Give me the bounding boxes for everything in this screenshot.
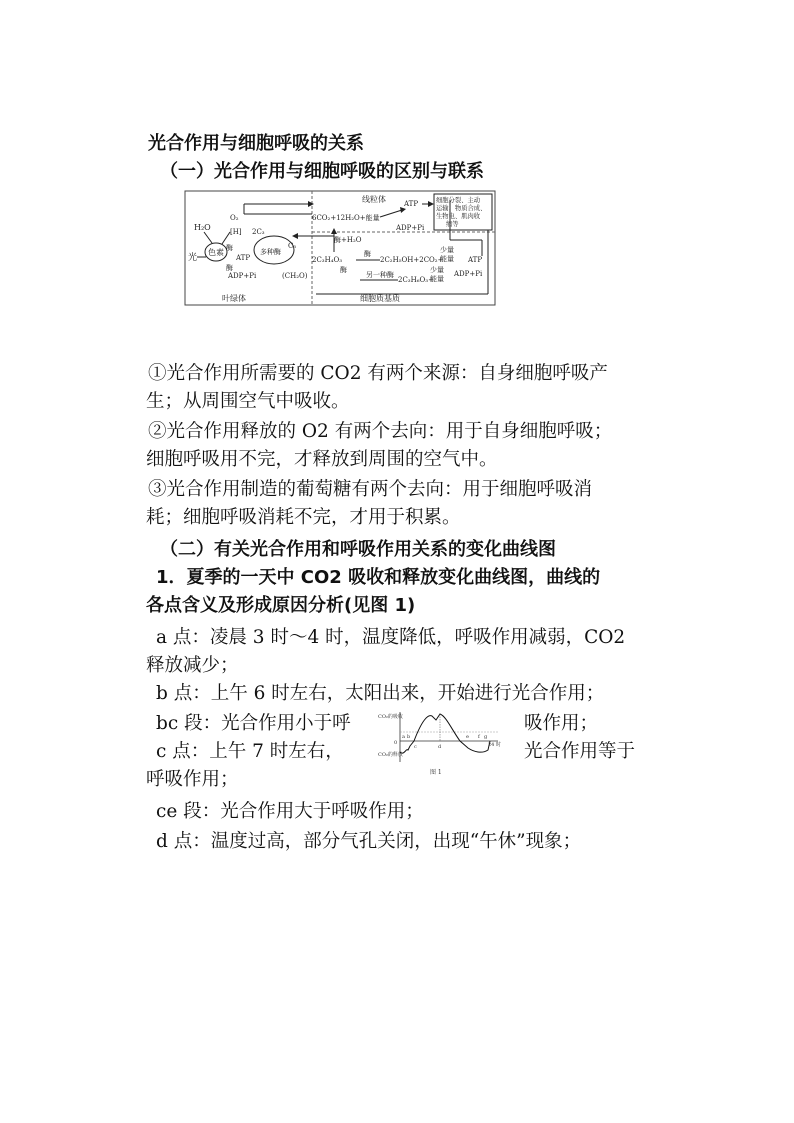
point-a-line-1: a 点：凌晨 3 时～4 时，温度降低，呼吸作用减弱，CO2 bbox=[156, 627, 626, 648]
svg-text:酶: 酶 bbox=[340, 266, 347, 274]
figure-caption: 图 1 bbox=[430, 769, 442, 776]
point-label-g: g bbox=[484, 734, 488, 740]
section2-heading: （二）有关光合作用和呼吸作用关系的变化曲线图 bbox=[160, 539, 556, 560]
segment-bc-right: 吸作用； bbox=[524, 713, 599, 734]
paragraph-3-line-1: ③光合作用制造的葡萄糖有两个去向：用于细胞呼吸消 bbox=[148, 479, 593, 500]
point-label-c: c bbox=[414, 744, 417, 750]
y-axis-bottom-label: CO₂的释放 bbox=[378, 752, 403, 758]
cytoplasm-label: 细胞质基质 bbox=[360, 294, 400, 303]
paragraph-2-line-2: 细胞呼吸用不完，才释放到周围的空气中。 bbox=[146, 449, 498, 470]
svg-text:2C₃H₆O₃+: 2C₃H₆O₃+ bbox=[398, 276, 434, 284]
light-label: 光 bbox=[188, 253, 198, 263]
svg-text:O₂: O₂ bbox=[230, 214, 239, 222]
svg-text:C₅: C₅ bbox=[288, 242, 297, 250]
svg-text:2C₂H₅OH+2CO₂+: 2C₂H₅OH+2CO₂+ bbox=[380, 256, 444, 264]
paragraph-2-line-1: ②光合作用释放的 O2 有两个去向：用于自身细胞呼吸； bbox=[148, 421, 613, 442]
svg-text:少量: 少量 bbox=[430, 266, 444, 274]
svg-text:2C₃: 2C₃ bbox=[252, 228, 265, 236]
item1-line-1: 1．夏季的一天中 CO2 吸收和释放变化曲线图，曲线的 bbox=[156, 567, 601, 588]
svg-text:ATP: ATP bbox=[468, 256, 483, 264]
svg-text:2C₃H₄O₃: 2C₃H₄O₃ bbox=[312, 256, 343, 264]
y-axis-top-label: CO₂的吸收 bbox=[378, 714, 403, 720]
svg-text:6CO₂+12H₂O+能量: 6CO₂+12H₂O+能量 bbox=[312, 214, 380, 222]
svg-text:ADP+Pi: ADP+Pi bbox=[228, 272, 257, 280]
point-label-b: b bbox=[407, 734, 411, 740]
paragraph-1-line-2: 生；从周围空气中吸收。 bbox=[146, 391, 350, 412]
segment-ce: ce 段：光合作用大于呼吸作用； bbox=[156, 801, 424, 822]
point-label-a: a bbox=[402, 734, 405, 740]
point-label-d: d bbox=[438, 744, 442, 750]
svg-text:另一种酶: 另一种酶 bbox=[366, 271, 394, 279]
svg-text:细胞分裂、主动 运输、物质合成、 生: 细胞分裂、主动 运输、物质合成、 生物电、肌肉收 缩等 bbox=[436, 197, 487, 228]
paragraph-1-line-1: ①光合作用所需要的 CO2 有两个来源：自身细胞呼吸产 bbox=[148, 363, 608, 384]
svg-text:能量: 能量 bbox=[440, 255, 454, 263]
x-axis-label: 24 时 bbox=[488, 742, 501, 748]
figure-1-co2-curve bbox=[378, 710, 504, 778]
page-title: 光合作用与细胞呼吸的关系 bbox=[148, 133, 364, 154]
segment-bc-left: bc 段：光合作用小于呼 bbox=[156, 713, 351, 734]
item1-line-2: 各点含义及形成原因分析(见图 1) bbox=[146, 595, 416, 616]
photosynthesis-respiration-diagram bbox=[184, 190, 496, 306]
svg-text:少量: 少量 bbox=[440, 246, 454, 254]
chloroplast-label: 叶绿体 bbox=[222, 294, 246, 303]
svg-text:酶: 酶 bbox=[226, 264, 233, 272]
point-label-f: f bbox=[478, 734, 480, 740]
point-label-e: e bbox=[466, 734, 469, 740]
point-a-line-2: 释放减少； bbox=[146, 655, 239, 676]
svg-text:(CH₂O): (CH₂O) bbox=[282, 272, 308, 280]
svg-text:ADP+Pi: ADP+Pi bbox=[396, 224, 425, 232]
svg-text:酶: 酶 bbox=[364, 250, 371, 258]
svg-text:酶+H₂O: 酶+H₂O bbox=[334, 236, 362, 244]
svg-text:多种酶: 多种酶 bbox=[260, 248, 281, 256]
point-b: b 点：上午 6 时左右，太阳出来，开始进行光合作用； bbox=[156, 683, 605, 704]
point-c-line-2: 呼吸作用； bbox=[146, 769, 239, 790]
svg-text:酶: 酶 bbox=[226, 244, 233, 252]
point-c-right: 光合作用等于 bbox=[524, 741, 636, 762]
section1-heading: （一）光合作用与细胞呼吸的区别与联系 bbox=[160, 161, 484, 182]
svg-text:ATP: ATP bbox=[404, 200, 419, 208]
svg-text:ADP+Pi: ADP+Pi bbox=[454, 270, 483, 278]
point-d: d 点：温度过高，部分气孔关闭，出现“午休”现象； bbox=[156, 831, 582, 852]
svg-text:H₂O: H₂O bbox=[194, 223, 211, 232]
svg-text:[H]: [H] bbox=[230, 228, 242, 236]
svg-text:色素: 色素 bbox=[208, 248, 224, 257]
point-c-left: c 点：上午 7 时左右， bbox=[156, 741, 344, 762]
svg-text:ATP: ATP bbox=[236, 254, 251, 262]
paragraph-3-line-2: 耗；细胞呼吸消耗不完，才用于积累。 bbox=[146, 507, 461, 528]
svg-text:能量: 能量 bbox=[430, 275, 444, 283]
mitochondria-label: 线粒体 bbox=[362, 195, 386, 204]
svg-text:0: 0 bbox=[394, 740, 398, 746]
